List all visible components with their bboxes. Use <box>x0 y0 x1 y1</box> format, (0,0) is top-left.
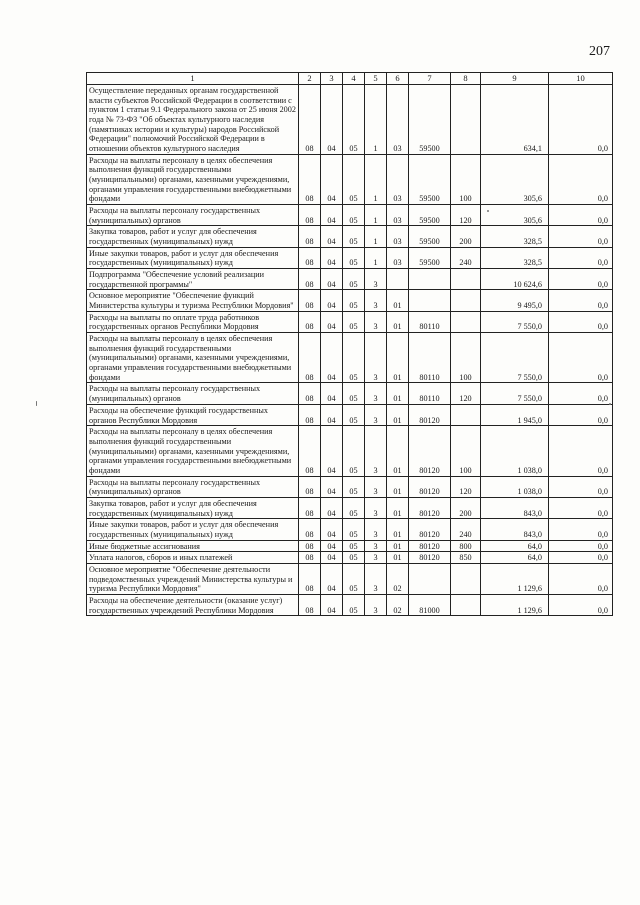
page-number: 207 <box>589 44 610 59</box>
code-cell: 05 <box>343 226 365 247</box>
code-cell: 04 <box>321 383 343 404</box>
code-cell: 04 <box>321 563 343 594</box>
table-row <box>87 85 613 155</box>
code-cell: 04 <box>321 311 343 332</box>
amount-cell: 0,0 <box>549 290 613 311</box>
table-row <box>87 226 613 247</box>
scan-dot <box>609 403 611 405</box>
code-cell: 08 <box>299 594 321 615</box>
code-cell: 04 <box>321 85 343 155</box>
code-cell: 01 <box>387 519 409 540</box>
code-cell: 02 <box>387 563 409 594</box>
row-name-cell: Закупка товаров, работ и услуг для обеспечения государственных (муниципальных) нужд <box>87 226 299 247</box>
code-cell: 01 <box>387 476 409 497</box>
code-cell: 59500 <box>409 205 451 226</box>
row-name-cell: Расходы на выплаты персоналу в целях обеспечения выполнения функций государственными (муниципальными) органами, казенными учреждениями, органами управления государственными внебюджетными фондами <box>87 426 299 476</box>
code-cell: 08 <box>299 85 321 155</box>
code-cell: 100 <box>451 154 481 204</box>
code-cell: 59500 <box>409 154 451 204</box>
code-cell: 04 <box>321 426 343 476</box>
code-cell: 80110 <box>409 383 451 404</box>
table-row <box>87 594 613 615</box>
code-cell: 3 <box>365 333 387 383</box>
code-cell: 08 <box>299 426 321 476</box>
amount-cell: 0,0 <box>549 383 613 404</box>
code-cell: 3 <box>365 563 387 594</box>
column-header: 7 <box>409 73 451 85</box>
code-cell: 1 <box>365 85 387 155</box>
code-cell: 01 <box>387 383 409 404</box>
column-header: 8 <box>451 73 481 85</box>
amount-cell: 7 550,0 <box>481 383 549 404</box>
table-row <box>87 333 613 383</box>
amount-cell: 0,0 <box>549 552 613 564</box>
amount-cell: 305,6 <box>481 205 549 226</box>
amount-cell: 0,0 <box>549 311 613 332</box>
row-name-cell: Закупка товаров, работ и услуг для обеспечения государственных (муниципальных) нужд <box>87 497 299 518</box>
code-cell: 59500 <box>409 85 451 155</box>
code-cell: 80120 <box>409 426 451 476</box>
code-cell: 04 <box>321 205 343 226</box>
row-name-cell: Расходы на выплаты персоналу государственных (муниципальных) органов <box>87 205 299 226</box>
code-cell: 01 <box>387 426 409 476</box>
amount-cell: 0,0 <box>549 476 613 497</box>
column-header: 2 <box>299 73 321 85</box>
row-name-cell: Расходы на выплаты персоналу государственных (муниципальных) органов <box>87 476 299 497</box>
code-cell: 120 <box>451 383 481 404</box>
code-cell: 100 <box>451 333 481 383</box>
amount-cell: 0,0 <box>549 205 613 226</box>
code-cell: 03 <box>387 85 409 155</box>
code-cell <box>451 563 481 594</box>
code-cell: 850 <box>451 552 481 564</box>
code-cell: 80120 <box>409 540 451 552</box>
code-cell: 01 <box>387 404 409 425</box>
amount-cell: 0,0 <box>549 404 613 425</box>
code-cell: 05 <box>343 594 365 615</box>
code-cell: 80120 <box>409 552 451 564</box>
code-cell: 03 <box>387 247 409 268</box>
amount-cell: 1 129,6 <box>481 563 549 594</box>
code-cell: 3 <box>365 594 387 615</box>
code-cell: 3 <box>365 540 387 552</box>
code-cell: 3 <box>365 519 387 540</box>
column-header: 3 <box>321 73 343 85</box>
code-cell: 01 <box>387 540 409 552</box>
amount-cell: 1 038,0 <box>481 426 549 476</box>
code-cell: 05 <box>343 311 365 332</box>
amount-cell: 1 038,0 <box>481 476 549 497</box>
table-row <box>87 552 613 564</box>
table-row <box>87 154 613 204</box>
code-cell: 08 <box>299 205 321 226</box>
code-cell: 80120 <box>409 404 451 425</box>
code-cell: 240 <box>451 247 481 268</box>
code-cell: 1 <box>365 154 387 204</box>
row-name-cell: Иные закупки товаров, работ и услуг для обеспечения государственных (муниципальных) нужд <box>87 247 299 268</box>
code-cell: 04 <box>321 552 343 564</box>
code-cell: 80120 <box>409 519 451 540</box>
table-body <box>87 85 613 616</box>
amount-cell: 634,1 <box>481 85 549 155</box>
code-cell: 240 <box>451 519 481 540</box>
table-row <box>87 476 613 497</box>
code-cell: 3 <box>365 404 387 425</box>
scan-dot <box>36 401 37 406</box>
code-cell: 1 <box>365 226 387 247</box>
row-name-cell: Расходы на обеспечение деятельности (оказание услуг) государственных учреждений Республики Мордовия <box>87 594 299 615</box>
code-cell: 59500 <box>409 226 451 247</box>
code-cell: 1 <box>365 205 387 226</box>
table-row <box>87 497 613 518</box>
code-cell <box>451 594 481 615</box>
code-cell: 80110 <box>409 333 451 383</box>
amount-cell: 0,0 <box>549 154 613 204</box>
row-name-cell: Расходы на выплаты по оплате труда работников государственных органов Республики Мордовия <box>87 311 299 332</box>
code-cell: 05 <box>343 205 365 226</box>
code-cell: 3 <box>365 476 387 497</box>
code-cell: 3 <box>365 497 387 518</box>
code-cell: 200 <box>451 497 481 518</box>
code-cell: 3 <box>365 552 387 564</box>
table-row <box>87 205 613 226</box>
code-cell: 03 <box>387 226 409 247</box>
code-cell <box>409 290 451 311</box>
budget-table <box>86 72 613 616</box>
code-cell: 05 <box>343 552 365 564</box>
code-cell <box>451 290 481 311</box>
table-row <box>87 290 613 311</box>
code-cell: 03 <box>387 205 409 226</box>
table-row <box>87 519 613 540</box>
code-cell: 05 <box>343 519 365 540</box>
code-cell: 04 <box>321 154 343 204</box>
code-cell: 04 <box>321 404 343 425</box>
amount-cell: 0,0 <box>549 519 613 540</box>
table-row <box>87 247 613 268</box>
code-cell: 04 <box>321 540 343 552</box>
code-cell: 05 <box>343 404 365 425</box>
table-row <box>87 563 613 594</box>
code-cell: 01 <box>387 333 409 383</box>
amount-cell: 843,0 <box>481 497 549 518</box>
code-cell: 100 <box>451 426 481 476</box>
code-cell: 80120 <box>409 476 451 497</box>
table-row <box>87 404 613 425</box>
code-cell: 05 <box>343 383 365 404</box>
code-cell: 80120 <box>409 497 451 518</box>
header-row <box>87 73 613 85</box>
code-cell <box>409 269 451 290</box>
code-cell: 04 <box>321 269 343 290</box>
scan-dot <box>487 210 489 212</box>
code-cell: 05 <box>343 540 365 552</box>
code-cell <box>409 563 451 594</box>
code-cell: 08 <box>299 311 321 332</box>
amount-cell: 0,0 <box>549 497 613 518</box>
code-cell: 80110 <box>409 311 451 332</box>
code-cell: 59500 <box>409 247 451 268</box>
code-cell: 02 <box>387 594 409 615</box>
amount-cell: 0,0 <box>549 269 613 290</box>
code-cell: 04 <box>321 247 343 268</box>
table-row <box>87 269 613 290</box>
amount-cell: 0,0 <box>549 226 613 247</box>
code-cell: 05 <box>343 154 365 204</box>
amount-cell: 0,0 <box>549 594 613 615</box>
code-cell: 120 <box>451 476 481 497</box>
amount-cell: 64,0 <box>481 540 549 552</box>
code-cell: 08 <box>299 476 321 497</box>
column-header: 1 <box>87 73 299 85</box>
amount-cell: 7 550,0 <box>481 311 549 332</box>
code-cell: 120 <box>451 205 481 226</box>
code-cell: 05 <box>343 85 365 155</box>
code-cell: 3 <box>365 290 387 311</box>
code-cell: 05 <box>343 563 365 594</box>
amount-cell: 7 550,0 <box>481 333 549 383</box>
code-cell: 08 <box>299 563 321 594</box>
code-cell: 08 <box>299 154 321 204</box>
row-name-cell: Уплата налогов, сборов и иных платежей <box>87 552 299 564</box>
code-cell <box>451 311 481 332</box>
code-cell: 200 <box>451 226 481 247</box>
code-cell: 08 <box>299 247 321 268</box>
amount-cell: 0,0 <box>549 85 613 155</box>
code-cell: 04 <box>321 519 343 540</box>
code-cell: 08 <box>299 290 321 311</box>
code-cell <box>451 85 481 155</box>
amount-cell: 0,0 <box>549 540 613 552</box>
table-row <box>87 311 613 332</box>
amount-cell: 0,0 <box>549 426 613 476</box>
code-cell: 800 <box>451 540 481 552</box>
code-cell: 3 <box>365 269 387 290</box>
code-cell: 05 <box>343 497 365 518</box>
code-cell: 08 <box>299 226 321 247</box>
code-cell: 3 <box>365 426 387 476</box>
amount-cell: 305,6 <box>481 154 549 204</box>
row-name-cell: Осуществление переданных органам государственной власти субъектов Российской Федерации в соответствии с пунктом 1 статьи 9.1 Федерального закона от 25 июня 2002 года № 73-ФЗ "Об объектах культурного наследия (памятниках истории и культуры) народов Российской Федерации" полномочий Российской Федерации в отношении объектов культурного наследия <box>87 85 299 155</box>
code-cell: 01 <box>387 552 409 564</box>
column-header: 4 <box>343 73 365 85</box>
code-cell: 05 <box>343 333 365 383</box>
row-name-cell: Основное мероприятие "Обеспечение функций Министерства культуры и туризма Республики Мордовия" <box>87 290 299 311</box>
column-header: 10 <box>549 73 613 85</box>
table-row <box>87 426 613 476</box>
code-cell: 08 <box>299 540 321 552</box>
code-cell: 05 <box>343 290 365 311</box>
code-cell: 01 <box>387 290 409 311</box>
amount-cell: 843,0 <box>481 519 549 540</box>
row-name-cell: Расходы на выплаты персоналу государственных (муниципальных) органов <box>87 383 299 404</box>
code-cell: 04 <box>321 290 343 311</box>
code-cell: 08 <box>299 269 321 290</box>
amount-cell: 0,0 <box>549 333 613 383</box>
code-cell: 05 <box>343 269 365 290</box>
row-name-cell: Подпрограмма "Обеспечение условий реализации государственной программы" <box>87 269 299 290</box>
row-name-cell: Иные бюджетные ассигнования <box>87 540 299 552</box>
amount-cell: 1 945,0 <box>481 404 549 425</box>
code-cell: 08 <box>299 552 321 564</box>
code-cell: 08 <box>299 333 321 383</box>
amount-cell: 10 624,6 <box>481 269 549 290</box>
code-cell: 05 <box>343 426 365 476</box>
code-cell: 08 <box>299 383 321 404</box>
code-cell: 08 <box>299 497 321 518</box>
row-name-cell: Иные закупки товаров, работ и услуг для обеспечения государственных (муниципальных) нужд <box>87 519 299 540</box>
table-row <box>87 540 613 552</box>
code-cell: 81000 <box>409 594 451 615</box>
amount-cell: 0,0 <box>549 563 613 594</box>
code-cell: 05 <box>343 247 365 268</box>
code-cell: 01 <box>387 311 409 332</box>
amount-cell: 9 495,0 <box>481 290 549 311</box>
code-cell: 3 <box>365 311 387 332</box>
code-cell: 3 <box>365 383 387 404</box>
code-cell <box>387 269 409 290</box>
code-cell: 01 <box>387 497 409 518</box>
code-cell: 04 <box>321 476 343 497</box>
table-row <box>87 383 613 404</box>
code-cell: 04 <box>321 226 343 247</box>
amount-cell: 328,5 <box>481 226 549 247</box>
row-name-cell: Расходы на выплаты персоналу в целях обеспечения выполнения функций государственными (муниципальными) органами, казенными учреждениями, органами управления государственными внебюджетными фондами <box>87 154 299 204</box>
row-name-cell: Расходы на выплаты персоналу в целях обеспечения выполнения функций государственными (муниципальными) органами, казенными учреждениями, органами управления государственными внебюджетными фондами <box>87 333 299 383</box>
code-cell: 04 <box>321 333 343 383</box>
code-cell <box>451 269 481 290</box>
code-cell: 03 <box>387 154 409 204</box>
code-cell: 04 <box>321 594 343 615</box>
column-header: 9 <box>481 73 549 85</box>
code-cell: 08 <box>299 519 321 540</box>
code-cell: 08 <box>299 404 321 425</box>
code-cell <box>451 404 481 425</box>
amount-cell: 64,0 <box>481 552 549 564</box>
code-cell: 04 <box>321 497 343 518</box>
row-name-cell: Расходы на обеспечение функций государственных органов Республики Мордовия <box>87 404 299 425</box>
code-cell: 05 <box>343 476 365 497</box>
amount-cell: 0,0 <box>549 247 613 268</box>
code-cell: 1 <box>365 247 387 268</box>
amount-cell: 328,5 <box>481 247 549 268</box>
column-header: 6 <box>387 73 409 85</box>
amount-cell: 1 129,6 <box>481 594 549 615</box>
row-name-cell: Основное мероприятие "Обеспечение деятельности подведомственных учреждений Министерства культуры и туризма Республики Мордовия" <box>87 563 299 594</box>
column-header: 5 <box>365 73 387 85</box>
